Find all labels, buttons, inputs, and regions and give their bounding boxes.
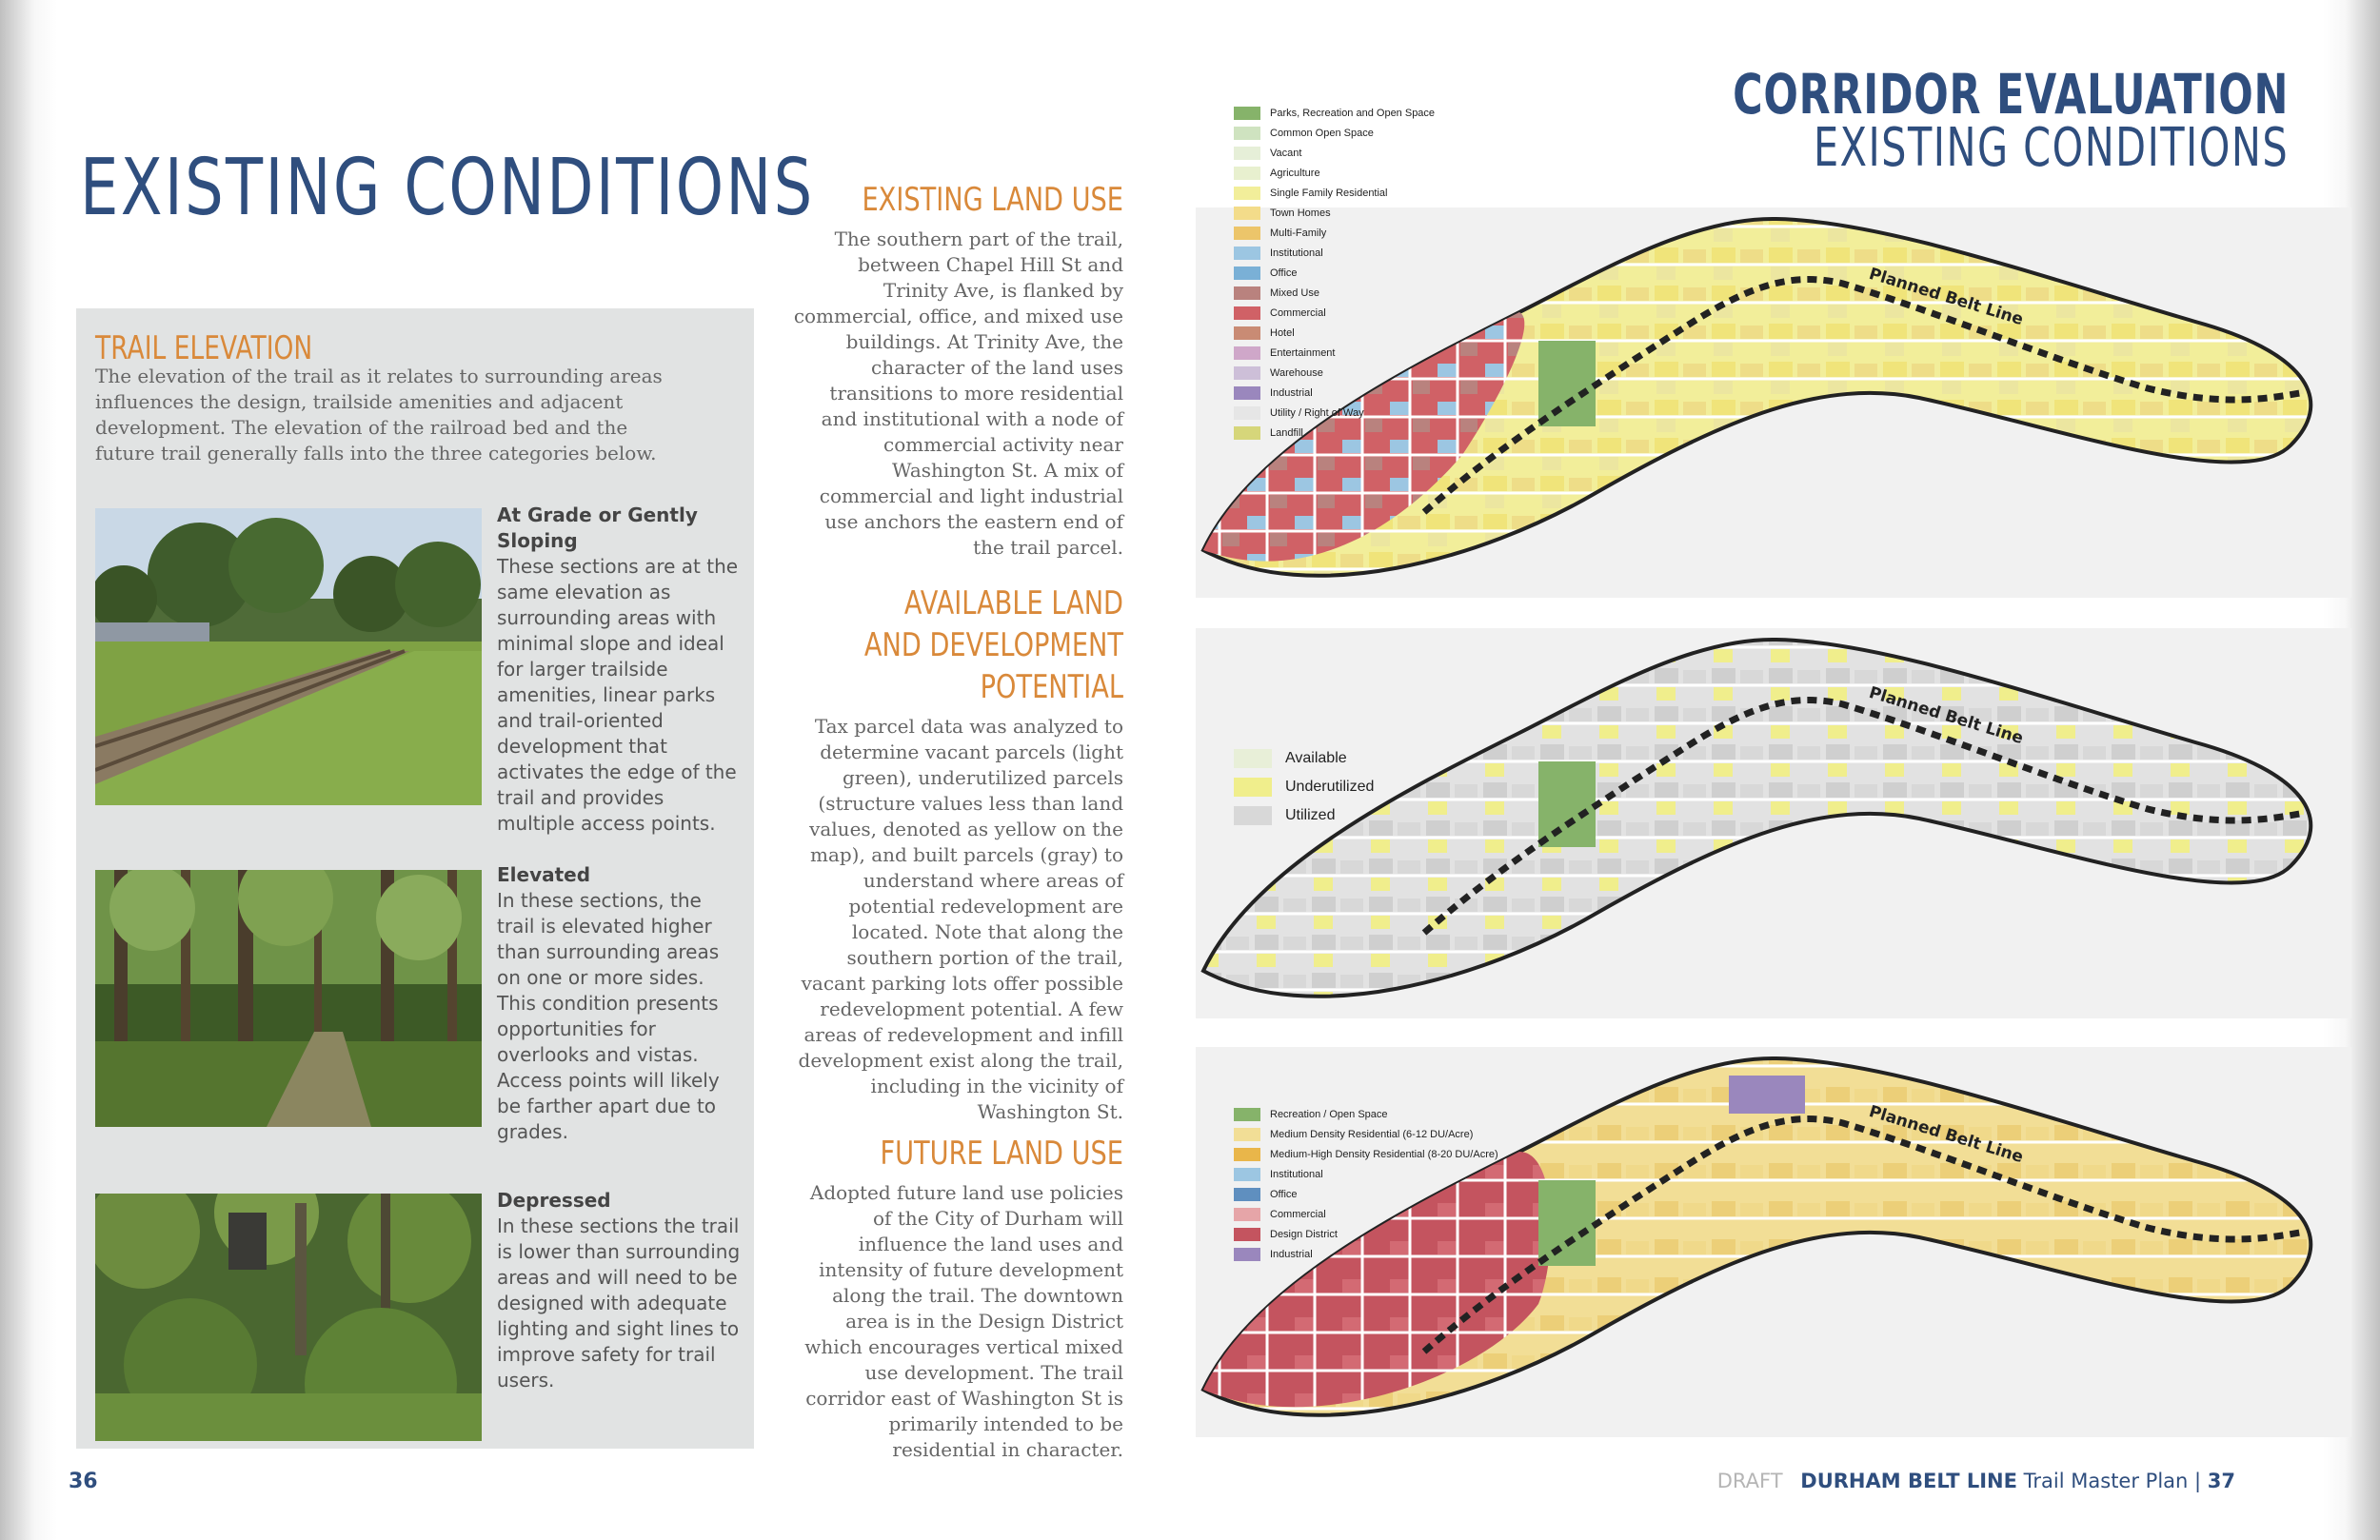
legend-label: Commercial bbox=[1270, 306, 1326, 319]
legend-swatch bbox=[1234, 187, 1260, 200]
condition-depressed-title: Depressed bbox=[497, 1189, 611, 1212]
legend-item bbox=[1234, 243, 1435, 263]
page-number-right: 37 bbox=[2207, 1470, 2235, 1492]
condition-at-grade-body: These sections are at the same elevation as surrounding areas with minimal slope and ideal for larger trailside amenities, linear parks and trail-oriented development that activates the edge of the trail and provides multiple access points. bbox=[497, 555, 739, 835]
legend-swatch bbox=[1234, 1108, 1260, 1121]
existing-land-use-body: The southern part of the trail, between Chapel Hill St and Trinity Ave, is flanked by commercial, office, and mixed use buildings. At Trinity Ave, the character of the land uses transitions to more residential and institutional with a node of commercial activity near Washington St. A mix of commercial and light industrial use anchors the eastern end of the trail parcel. bbox=[793, 227, 1123, 559]
photo-depressed bbox=[95, 1194, 482, 1441]
legend-label: Mixed Use bbox=[1270, 286, 1319, 299]
legend-label: Office bbox=[1270, 1188, 1298, 1200]
legend-item bbox=[1234, 1144, 1498, 1164]
legend-item bbox=[1234, 773, 1374, 801]
legend-label: Entertainment bbox=[1270, 346, 1336, 359]
left-grunge-edge bbox=[0, 0, 57, 1540]
legend-item bbox=[1234, 103, 1435, 123]
legend-label: Design District bbox=[1270, 1228, 1338, 1240]
legend-label: Recreation / Open Space bbox=[1270, 1108, 1388, 1120]
legend-label: Parks, Recreation and Open Space bbox=[1270, 107, 1436, 119]
future-land-use-map bbox=[1196, 1047, 2351, 1437]
condition-depressed bbox=[497, 1188, 744, 1393]
legend-label: Hotel bbox=[1270, 326, 1295, 339]
legend-swatch bbox=[1234, 1208, 1260, 1221]
legend-item bbox=[1234, 223, 1435, 243]
legend-swatch bbox=[1234, 1188, 1260, 1201]
legend-swatch bbox=[1234, 778, 1272, 797]
condition-elevated bbox=[497, 862, 744, 1145]
photo-elevated bbox=[95, 870, 482, 1127]
legend-swatch bbox=[1234, 1148, 1260, 1161]
legend-swatch bbox=[1234, 1248, 1260, 1261]
legend-label: Industrial bbox=[1270, 1248, 1313, 1260]
legend-item bbox=[1234, 1124, 1498, 1144]
legend-item bbox=[1234, 343, 1435, 363]
legend-swatch bbox=[1234, 426, 1260, 440]
legend-label: Warehouse bbox=[1270, 366, 1323, 379]
legend-item bbox=[1234, 801, 1374, 830]
page-number-left: 36 bbox=[69, 1470, 98, 1493]
legend-swatch bbox=[1234, 1168, 1260, 1181]
legend-label: Institutional bbox=[1270, 247, 1323, 259]
land-use-legend bbox=[1234, 103, 1435, 443]
legend-swatch bbox=[1234, 749, 1272, 768]
legend-swatch bbox=[1234, 227, 1260, 240]
legend-swatch bbox=[1234, 386, 1260, 400]
legend-item bbox=[1234, 1224, 1498, 1244]
development-potential-heading: AVAILABLE LAND AND DEVELOPMENT POTENTIAL bbox=[863, 584, 1123, 706]
legend-swatch bbox=[1234, 306, 1260, 320]
legend-label: Industrial bbox=[1270, 386, 1313, 399]
legend-item bbox=[1234, 183, 1435, 203]
legend-item bbox=[1234, 1244, 1498, 1264]
legend-label: Multi-Family bbox=[1270, 227, 1327, 239]
existing-land-use-heading: EXISTING LAND USE bbox=[862, 181, 1123, 219]
legend-swatch bbox=[1234, 346, 1260, 360]
legend-swatch bbox=[1234, 286, 1260, 300]
footer-org: DURHAM BELT LINE bbox=[1800, 1470, 2017, 1492]
legend-swatch bbox=[1234, 247, 1260, 260]
legend-label: Single Family Residential bbox=[1270, 187, 1388, 199]
legend-item bbox=[1234, 303, 1435, 323]
legend-label: Medium-High Density Residential (8-20 DU/Acre) bbox=[1270, 1148, 1498, 1160]
map3-trail-label: Planned Belt Line bbox=[1866, 1101, 2026, 1168]
page-title: EXISTING CONDITIONS bbox=[80, 143, 815, 233]
legend-label: Landfill bbox=[1270, 426, 1303, 439]
legend-swatch bbox=[1234, 267, 1260, 280]
legend-swatch bbox=[1234, 366, 1260, 380]
trail-elevation-heading: TRAIL ELEVATION bbox=[95, 329, 313, 367]
legend-label: Commercial bbox=[1270, 1208, 1326, 1220]
legend-item bbox=[1234, 744, 1374, 773]
footer-doc: Trail Master Plan | bbox=[2023, 1470, 2202, 1492]
map2-trail-label: Planned Belt Line bbox=[1866, 682, 2026, 749]
corridor-evaluation-title bbox=[1733, 62, 2289, 179]
legend-label: Utilized bbox=[1285, 807, 1336, 823]
legend-item bbox=[1234, 163, 1435, 183]
future-land-use-heading: FUTURE LAND USE bbox=[880, 1135, 1123, 1173]
legend-swatch bbox=[1234, 1128, 1260, 1141]
legend-item bbox=[1234, 403, 1435, 423]
legend-swatch bbox=[1234, 147, 1260, 160]
legend-item bbox=[1234, 323, 1435, 343]
existing-land-use-section bbox=[790, 179, 1123, 561]
legend-label: Town Homes bbox=[1270, 207, 1331, 219]
legend-item bbox=[1234, 143, 1435, 163]
condition-elevated-title: Elevated bbox=[497, 863, 591, 886]
legend-item bbox=[1234, 123, 1435, 143]
development-potential-legend bbox=[1234, 744, 1374, 830]
legend-label: Underutilized bbox=[1285, 779, 1375, 795]
legend-label: Medium Density Residential (6-12 DU/Acre) bbox=[1270, 1128, 1474, 1140]
legend-item bbox=[1234, 1184, 1498, 1204]
trail-elevation-intro: The elevation of the trail as it relates to surrounding areas influences the design, trailside amenities and adjacent development. The elevation of the railroad bed and the future trail generally falls into the three categories below. bbox=[95, 365, 663, 464]
legend-swatch bbox=[1234, 1228, 1260, 1241]
corridor-title-line1: CORRIDOR EVALUATION bbox=[1733, 62, 2289, 127]
legend-swatch bbox=[1234, 207, 1260, 220]
map1-trail-label: Planned Belt Line bbox=[1866, 264, 2026, 330]
legend-label: Common Open Space bbox=[1270, 127, 1374, 139]
legend-swatch bbox=[1234, 806, 1272, 825]
legend-swatch bbox=[1234, 406, 1260, 420]
legend-label: Utility / Right of Way bbox=[1270, 406, 1364, 419]
legend-label: Vacant bbox=[1270, 147, 1302, 159]
development-potential-map bbox=[1196, 628, 2351, 1018]
condition-depressed-body: In these sections the trail is lower than surrounding areas and will need to be designed with adequate lighting and sight lines to improve safety for trail users. bbox=[497, 1214, 741, 1392]
legend-item bbox=[1234, 1164, 1498, 1184]
legend-item bbox=[1234, 283, 1435, 303]
legend-item bbox=[1234, 1104, 1498, 1124]
legend-label: Agriculture bbox=[1270, 167, 1320, 179]
future-land-use-legend bbox=[1234, 1104, 1498, 1264]
legend-swatch bbox=[1234, 326, 1260, 340]
future-land-use-body: Adopted future land use policies of the City of Durham will influence the land uses and intensity of future development along the trail. The downtown area is in the Design District which encourages vertical mixed use development. The trail corridor east of Washington St is primarily intended to be residential in character. bbox=[804, 1181, 1123, 1461]
legend-item bbox=[1234, 363, 1435, 383]
legend-swatch bbox=[1234, 167, 1260, 180]
legend-item bbox=[1234, 383, 1435, 403]
future-land-use-section bbox=[790, 1133, 1123, 1463]
draft-label: DRAFT bbox=[1716, 1470, 1783, 1492]
development-potential-body: Tax parcel data was analyzed to determine vacant parcels (light green), underutilized parcels (structure values less than land values, denoted as yellow on the map), and built parcels (gray) to understand where areas of potential redevelopment are located. Note that along the southern portion of the trail, vacant parking lots offer possible redevelopment potential. A few areas of redevelopment and infill development exist along the trail, including in the vicinity of Washington St. bbox=[798, 715, 1123, 1123]
legend-label: Office bbox=[1270, 267, 1298, 279]
legend-item bbox=[1234, 263, 1435, 283]
legend-item bbox=[1234, 1204, 1498, 1224]
legend-label: Institutional bbox=[1270, 1168, 1323, 1180]
condition-elevated-body: In these sections, the trail is elevated higher than surrounding areas on one or more sides. This condition presents opportunities for overlooks and vistas. Access points will likely be farther apart due to grades. bbox=[497, 889, 720, 1143]
legend-label: Available bbox=[1285, 750, 1347, 766]
development-potential-section bbox=[790, 582, 1123, 1125]
condition-at-grade-title: At Grade or Gently Sloping bbox=[497, 503, 698, 552]
photo-at-grade bbox=[95, 508, 482, 805]
legend-swatch bbox=[1234, 107, 1260, 120]
legend-item bbox=[1234, 423, 1435, 443]
page-footer-right bbox=[1717, 1470, 2235, 1492]
condition-at-grade bbox=[497, 503, 744, 837]
corridor-title-line2: EXISTING CONDITIONS bbox=[1813, 117, 2289, 179]
legend-swatch bbox=[1234, 127, 1260, 140]
legend-item bbox=[1234, 203, 1435, 223]
